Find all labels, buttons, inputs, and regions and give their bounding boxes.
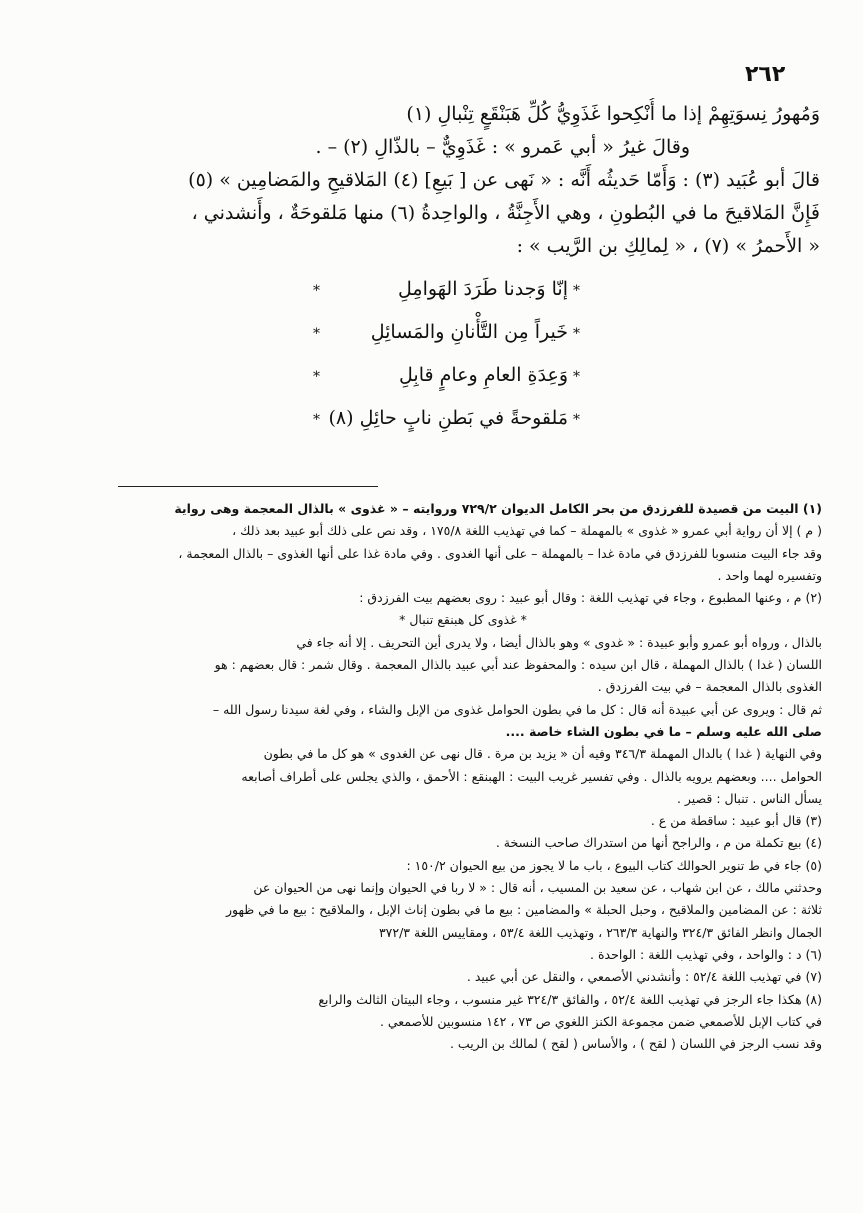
footnote-line: يسأل الناس . تنبال : قصير . xyxy=(676,790,822,806)
footnotes xyxy=(104,498,822,1055)
footnote-divider xyxy=(118,486,378,487)
footnote-line: (٧) في تهذيب اللغة ٥٢/٤ : وأنشدني الأصمعي ، والنقل عن أبي عبيد . xyxy=(466,969,822,985)
footnote-line: وحدثني مالك ، عن ابن شهاب ، عن سعيد بن المسيب ، أنه قال : « لا ربا في الحيوان وإنما نهى من الحيوان عن xyxy=(253,880,822,896)
footnote-line: وفي النهاية ( غدا ) بالدال المهملة ٣٤٦/٣ وفيه أن « يزيد بن مرة . قال نهى عن الغدوى » هو كل ما في بطون xyxy=(263,746,822,762)
main-line: فَإِنَّ المَلاقيحَ ما في البُطونِ ، وهي الأَجِنَّةُ ، والواحِدةُ (٦) منها مَلقوحَةٌ ، وأَنشدني ، xyxy=(191,202,820,224)
star-marker: * xyxy=(573,369,580,385)
verse-text: خَيراً مِن التَّأْنانِ والمَسائِلِ xyxy=(370,321,568,343)
footnote-line: (٨) هكذا جاء الرجز في تهذيب اللغة ٥٢/٤ ، والفائق ٣٢٤/٣ غير منسوب ، وجاء البيتان الثالث والرابع xyxy=(318,991,822,1007)
footnote-line: (٢) م ، وعنها المطبوع ، وجاء في تهذيب اللغة : وقال أبو عبيد : روى بعضهم بيت الفرزدق : xyxy=(359,590,822,606)
footnote-verse: * غذوى كل هبنقع تنبال * xyxy=(399,612,527,628)
footnote-line: ثلاثة : عن المضامين والملاقيح ، وحبل الحبلة » والمضامين : بيع ما في بطون إناث الإبل ، والملاقيح : بيع ما في ظهور xyxy=(225,902,822,918)
footnote-line: ( م ) إلا أن رواية أبي عمرو « غذوى » بالمهملة – كما في تهذيب اللغة ١٧٥/٨ ، وقد نص على ذلك أبو عبيد بعد ذلك ، xyxy=(232,523,822,539)
footnote-line: (٥) جاء في ط تنوير الحوالك كتاب البيوع ، باب ما لا يجوز من بيع الحيوان ١٥٠/٢ : xyxy=(406,857,822,873)
footnote-line: بالذال ، ورواه أبو عمرو وأبو عبيدة : « غدوى » وهو بالذال أيضا ، ولا يدرى أين التحريف . إلا أنه جاء في xyxy=(296,634,822,650)
verse-line xyxy=(100,273,820,306)
footnote-line: الجمال وانظر الفائق ٣٢٤/٣ والنهاية ٢٦٣/٣ ، وتهذيب اللغة ٥٣/٤ ، ومقاييس اللغة ٣٧٢/٣ xyxy=(378,924,822,940)
footnote-line: ثم قال : ويروى عن أبي عبيدة أنه قال : كل ما في بطون الحوامل غذوى من الإبل والشاء ، وفي لغة سيدنا رسول الله – xyxy=(212,701,822,717)
footnote-line: الغذوى بالذال المعجمة – في بيت الفرزدق . xyxy=(597,679,822,695)
footnote-line: وقد نسب الرجز في اللسان ( لقح ) ، والأساس ( لقح ) لمالك بن الريب . xyxy=(449,1036,822,1052)
footnote-line: اللسان ( غدا ) بالذال المهملة ، قال ابن سيده : والمحفوظ عند أبي عبيد بالذال المعجمة . وقال شمر : قال بعضهم : هو xyxy=(214,657,822,673)
footnote-line: صلى الله عليه وسلم – ما في بطون الشاء خاصة .... xyxy=(505,723,822,739)
verse-line xyxy=(100,359,820,392)
footnote-line: وقد جاء البيت منسوبا للفرزدق في مادة غدا – بالمهملة – على أنها الغدوى . وفي مادة غذا على أنها الغذوى – بالذال المعجمة ، xyxy=(178,545,822,561)
footnote-line: وتفسيره لهما واحد . xyxy=(717,567,822,583)
verse-line xyxy=(100,316,820,349)
verse-text: وَعِدَةِ العامِ وعامٍ قابِلِ xyxy=(399,364,568,386)
footnote-line: في كتاب الإبل للأصمعي ضمن مجموعة الكنز اللغوي ص ٧٣ ، ١٤٢ منسوبين للأصمعي . xyxy=(379,1013,822,1029)
main-line: « الأَحمرُ » (٧) ، « لِمالِكِ بن الرَّيب » : xyxy=(516,235,820,257)
verse-first-line: وَمُهورُ نِسوَتِهِمْ إذا ما أُنْكِحوا غَذَوِيُّ كُلِّ هَبَنْقَعٍ تِنْبالِ (١) xyxy=(406,103,820,125)
footnote-line: (٣) قال أبو عبيد : ساقطة من ع . xyxy=(650,813,822,829)
verse-text: إنّا وَجدنا طَرَدَ الهَوامِلِ xyxy=(398,278,568,300)
star-marker: * xyxy=(573,283,580,299)
footnote-line: (٤) بيع تكملة من م ، والراجح أنها من استدراك صاحب النسخة . xyxy=(495,835,822,851)
star-marker: * xyxy=(313,283,320,299)
footnote-line: الحوامل .... وبعضهم يرويه بالذال . وفي تفسير غريب البيت : الهبنقع : الأحمق ، والذي يجلس على أطراف أصابعه xyxy=(241,768,822,784)
star-marker: * xyxy=(313,326,320,342)
star-marker: * xyxy=(573,412,580,428)
main-line: قالَ أبو عُبَيد (٣) : وَأَمّا حَديثُه أَنَّه : « نَهى عن [ بَيعِ] (٤) المَلاقيحِ والمَضامِين » (٥) xyxy=(188,169,820,191)
verse-text: مَلقوحةً في بَطنِ نابٍ حائِلِ (٨) xyxy=(328,407,568,429)
footnote-line: (١) البيت من قصيدة للفرزدق من بحر الكامل الديوان ٧٢٩/٢ وروايته – « غذوى » بالذال المعجمة وهى رواية xyxy=(174,501,822,516)
star-marker: * xyxy=(313,412,320,428)
page-number: ٢٦٢ xyxy=(745,62,786,87)
star-marker: * xyxy=(313,369,320,385)
main-text xyxy=(100,98,820,435)
main-line: وقالَ غيرُ « أبي عَمرو » : غَذَوِيٌّ – بالذّالِ (٢) – . xyxy=(315,136,690,158)
footnote-line: (٦) د : والواحد ، وفي تهذيب اللغة : الواحدة . xyxy=(590,946,822,962)
star-marker: * xyxy=(573,326,580,342)
verse-line xyxy=(100,402,820,435)
